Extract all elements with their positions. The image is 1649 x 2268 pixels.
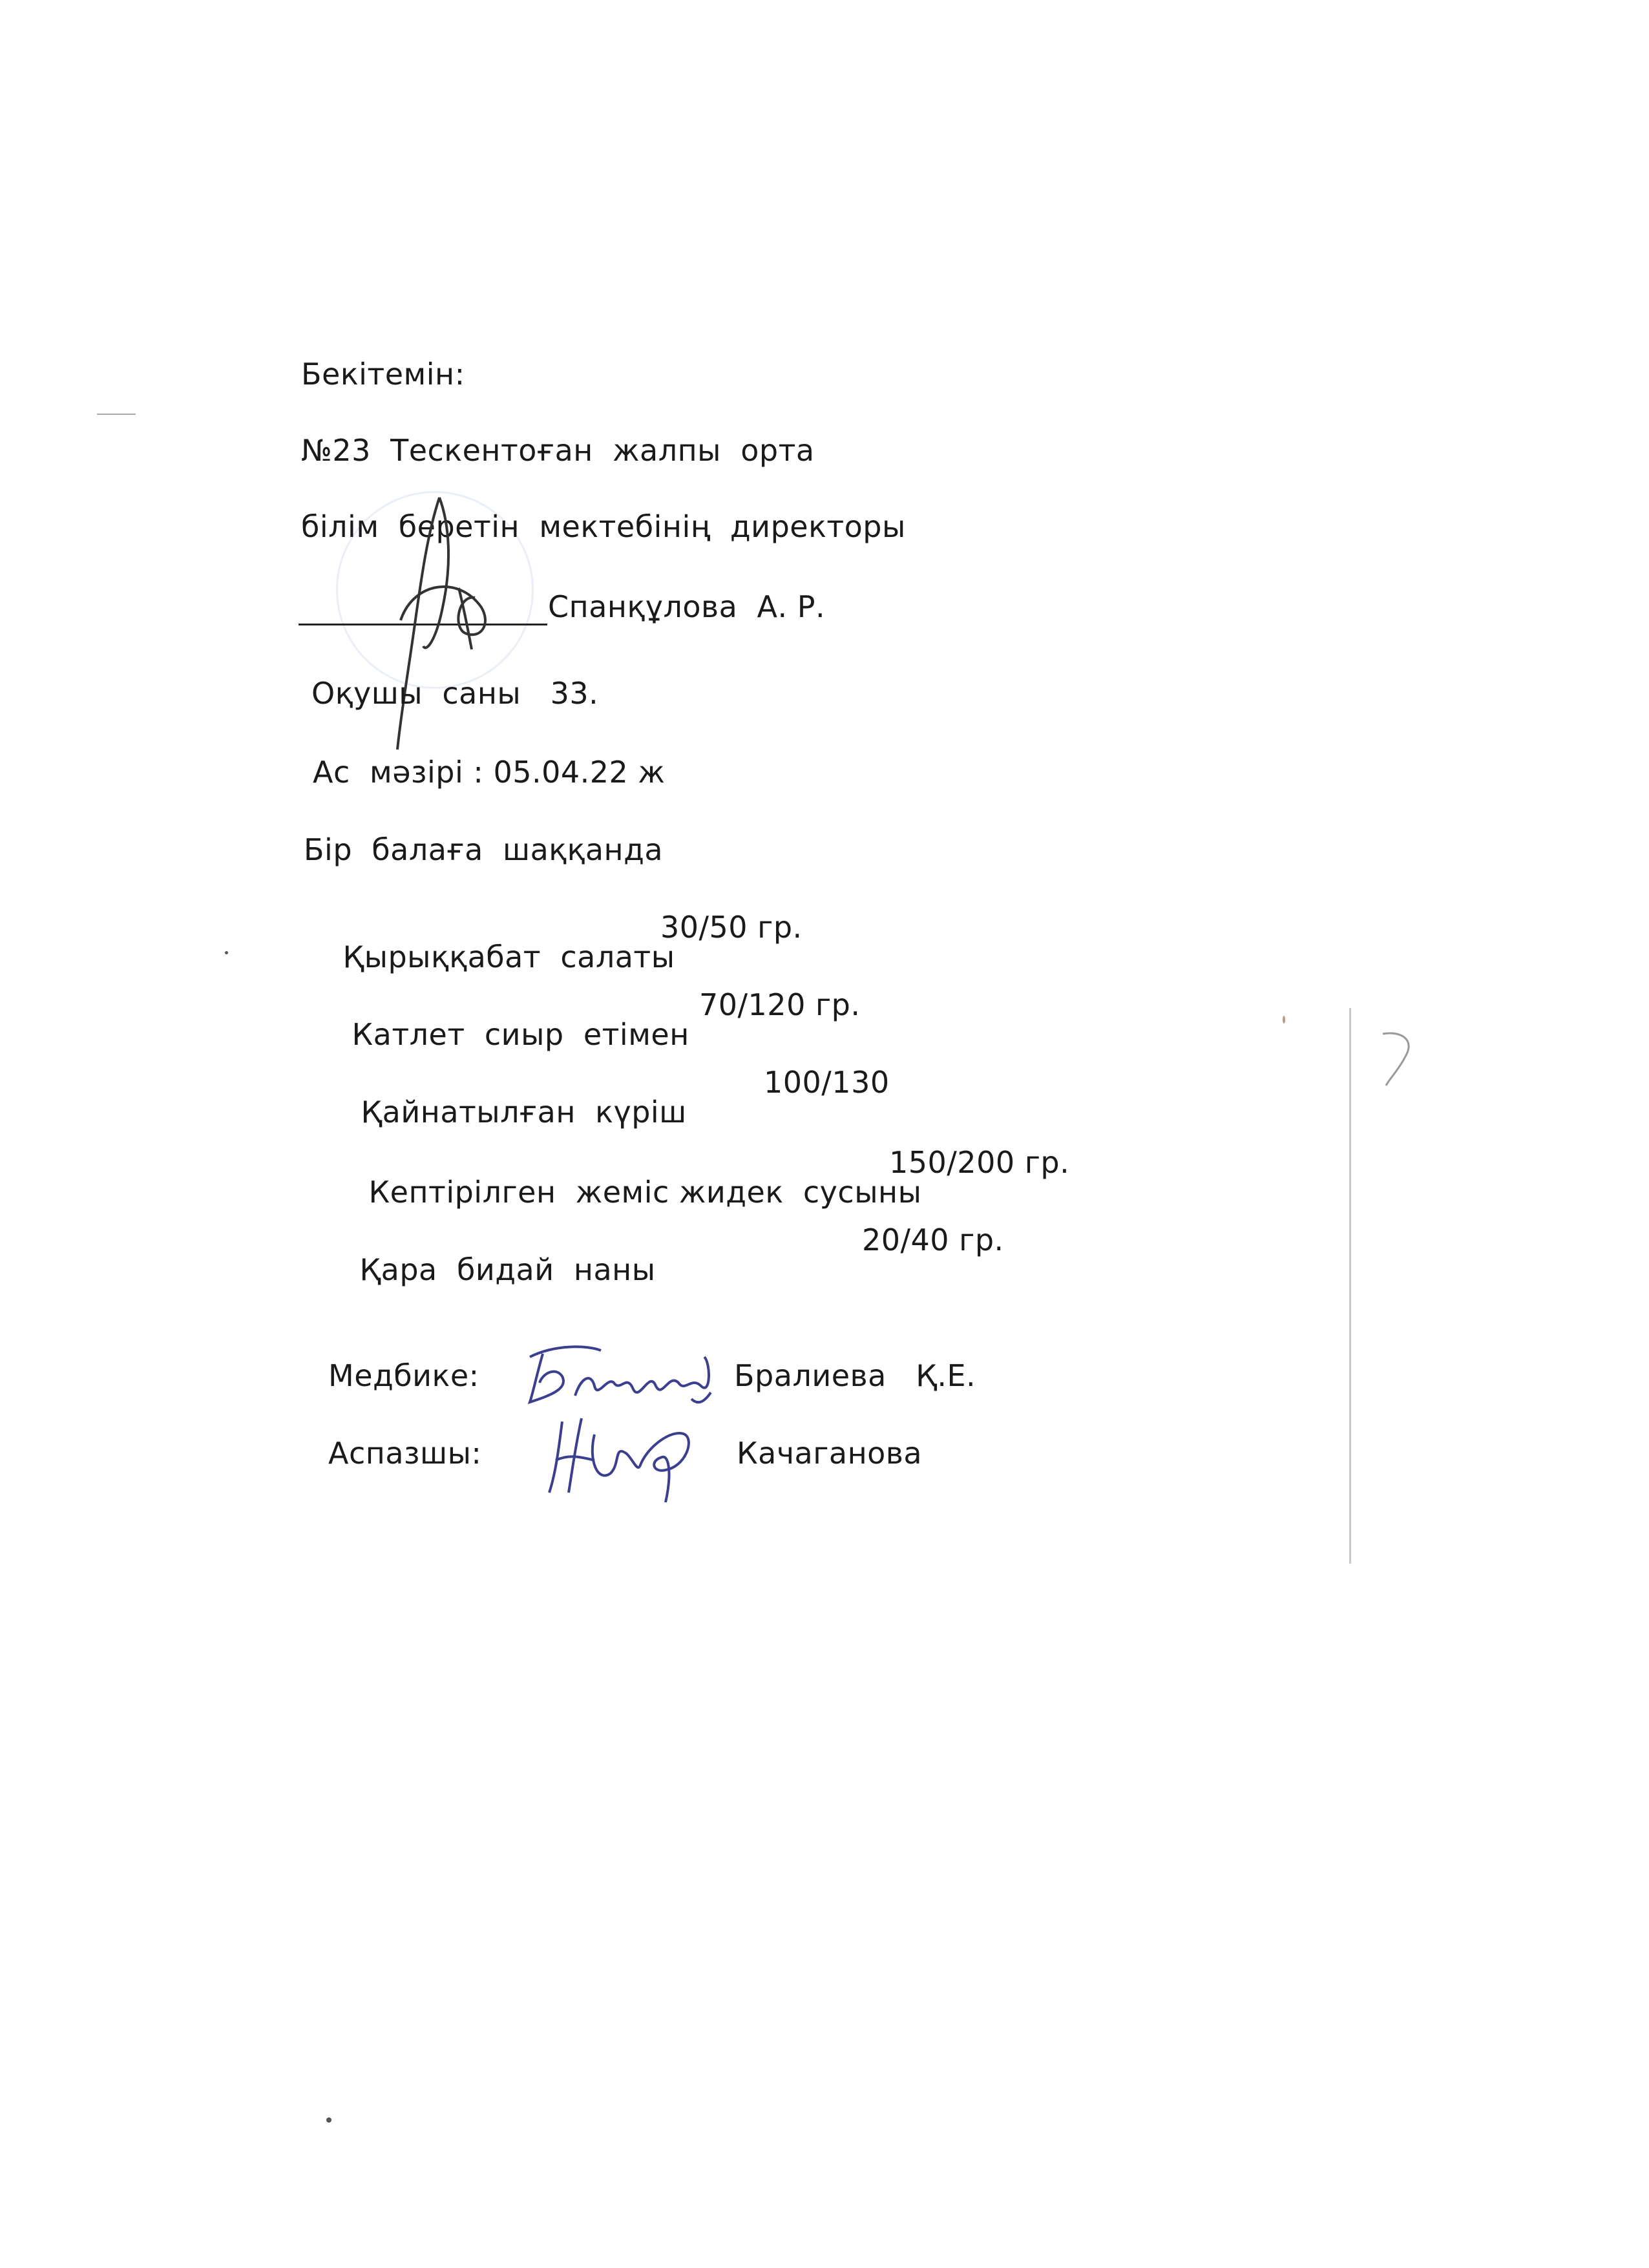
scan-edge-shadow [1349, 1008, 1351, 1564]
menu-item-name: Қайнатылған күріш [361, 1095, 687, 1129]
menu-item-amount: 30/50 гр. [660, 910, 803, 945]
nurse-label: Медбике: [328, 1358, 479, 1393]
scan-speck [1283, 1016, 1285, 1024]
scan-mark [97, 414, 136, 415]
director-signature [362, 485, 517, 756]
cook-name: Качаганова [737, 1436, 923, 1471]
nurse-signature [517, 1338, 724, 1415]
menu-item-name: Қырыққабат салаты [342, 940, 675, 974]
cook-label: Аспазшы: [328, 1436, 482, 1471]
menu-item-name: Қара бидай наны [359, 1252, 656, 1287]
scan-mark [1376, 1027, 1422, 1092]
school-line-2: білім беретін мектебінің директоры [301, 509, 906, 544]
menu-item-amount: 100/130 [764, 1065, 890, 1100]
director-name: Спанқұлова А. Р. [548, 589, 826, 624]
menu-item-amount: 20/40 гр. [862, 1223, 1004, 1257]
menu-item-name: Кептірілген жеміс жидек сусыны [368, 1175, 922, 1210]
nurse-name: Бралиева Қ.Е. [734, 1358, 976, 1393]
school-line-1: №23 Тескентоған жалпы орта [301, 433, 815, 468]
menu-item-amount: 70/120 гр. [699, 987, 861, 1022]
students-count: Оқушы саны 33. [311, 676, 599, 711]
menu-date: Ас мәзірі : 05.04.22 ж [313, 755, 666, 790]
approval-title: Бекітемін: [301, 357, 465, 392]
per-child-heading: Бір балаға шаққанда [304, 832, 664, 867]
menu-item [320, 1223, 1004, 1344]
scan-speck [326, 2117, 331, 2123]
cook-signature [536, 1409, 704, 1506]
menu-item-name: Катлет сиыр етімен [352, 1017, 689, 1052]
scan-speck [225, 951, 228, 954]
menu-item-amount: 150/200 гр. [889, 1145, 1070, 1180]
